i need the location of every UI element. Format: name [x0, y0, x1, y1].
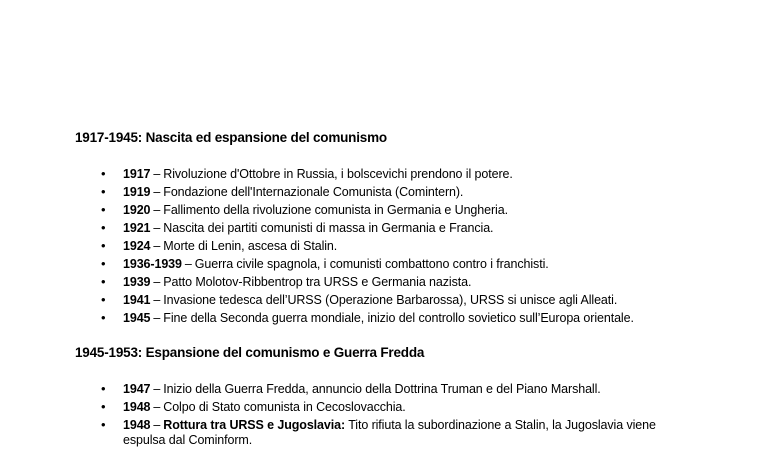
dash: – [153, 221, 161, 235]
list-item [0, 380, 656, 398]
event-highlight: Rottura tra URSS e Jugoslavia: [163, 418, 346, 432]
list-item [0, 219, 634, 237]
event-year: 1924 [123, 239, 151, 253]
event-text: Inizio della Guerra Fredda, annuncio della Dottrina Truman e del Piano Marshall. [163, 382, 601, 396]
dash: – [153, 382, 161, 396]
event-text: Morte di Lenin, ascesa di Stalin. [163, 239, 338, 253]
event-text: Invasione tedesca dell’URSS (Operazione Barbarossa), URSS si unisce agli Alleati. [163, 293, 618, 307]
event-text: Fallimento della rivoluzione comunista in Germania e Ungheria. [163, 203, 508, 217]
event-text: Fondazione dell'Internazionale Comunista (Comintern). [163, 185, 464, 199]
event-text-continuation: espulsa dal Cominform. [123, 433, 253, 447]
event-text: Patto Molotov-Ribbentrop tra URSS e Germania nazista. [163, 275, 472, 289]
bullet-icon: • [101, 166, 106, 181]
list-item [0, 237, 634, 255]
event-year: 1945 [123, 311, 151, 325]
list-item [0, 291, 634, 309]
event-year: 1920 [123, 203, 151, 217]
dash: – [153, 400, 161, 414]
bullet-icon: • [101, 274, 106, 289]
bullet-icon: • [101, 202, 106, 217]
list-item [0, 309, 634, 327]
dash: – [153, 418, 161, 432]
section-heading-1917-1945: 1917-1945: Nascita ed espansione del comunismo [75, 130, 387, 145]
bullet-icon: • [101, 381, 106, 396]
bullet-icon: • [101, 310, 106, 325]
dash: – [153, 185, 161, 199]
event-year: 1948 [123, 418, 151, 432]
bullet-icon: • [101, 292, 106, 307]
event-year: 1939 [123, 275, 151, 289]
dash: – [153, 167, 161, 181]
dash: – [184, 257, 192, 271]
event-year: 1948 [123, 400, 151, 414]
list-item [0, 165, 634, 183]
list-item [0, 398, 656, 416]
bullet-icon: • [101, 238, 106, 253]
event-text: Fine della Seconda guerra mondiale, inizio del controllo sovietico sull’Europa orientale. [163, 311, 634, 325]
dash: – [153, 275, 161, 289]
event-text: Guerra civile spagnola, i comunisti combattono contro i franchisti. [194, 257, 549, 271]
dash: – [153, 239, 161, 253]
list-item [0, 255, 634, 273]
dash: – [153, 293, 161, 307]
list-item [0, 183, 634, 201]
list-item [0, 273, 634, 291]
event-year: 1919 [123, 185, 151, 199]
bullet-icon: • [101, 417, 106, 432]
dash: – [153, 311, 161, 325]
bullet-icon: • [101, 256, 106, 271]
event-year: 1947 [123, 382, 151, 396]
event-text: Nascita dei partiti comunisti di massa in Germania e Francia. [163, 221, 494, 235]
event-text: Tito rifiuta la subordinazione a Stalin, la Jugoslavia viene [348, 418, 656, 432]
list-item [0, 201, 634, 219]
event-list-1945-1953 [0, 380, 656, 447]
bullet-icon: • [101, 399, 106, 414]
event-text: Rivoluzione d'Ottobre in Russia, i bolscevichi prendono il potere. [163, 167, 513, 181]
event-year: 1936-1939 [123, 257, 182, 271]
bullet-icon: • [101, 220, 106, 235]
event-year: 1917 [123, 167, 151, 181]
list-item-continuation [0, 431, 656, 447]
section-heading-1945-1953: 1945-1953: Espansione del comunismo e Guerra Fredda [75, 345, 425, 360]
dash: – [153, 203, 161, 217]
event-text: Colpo di Stato comunista in Cecoslovacchia. [163, 400, 406, 414]
event-list-1917-1945 [0, 165, 634, 327]
bullet-icon: • [101, 184, 106, 199]
event-year: 1941 [123, 293, 151, 307]
event-year: 1921 [123, 221, 151, 235]
